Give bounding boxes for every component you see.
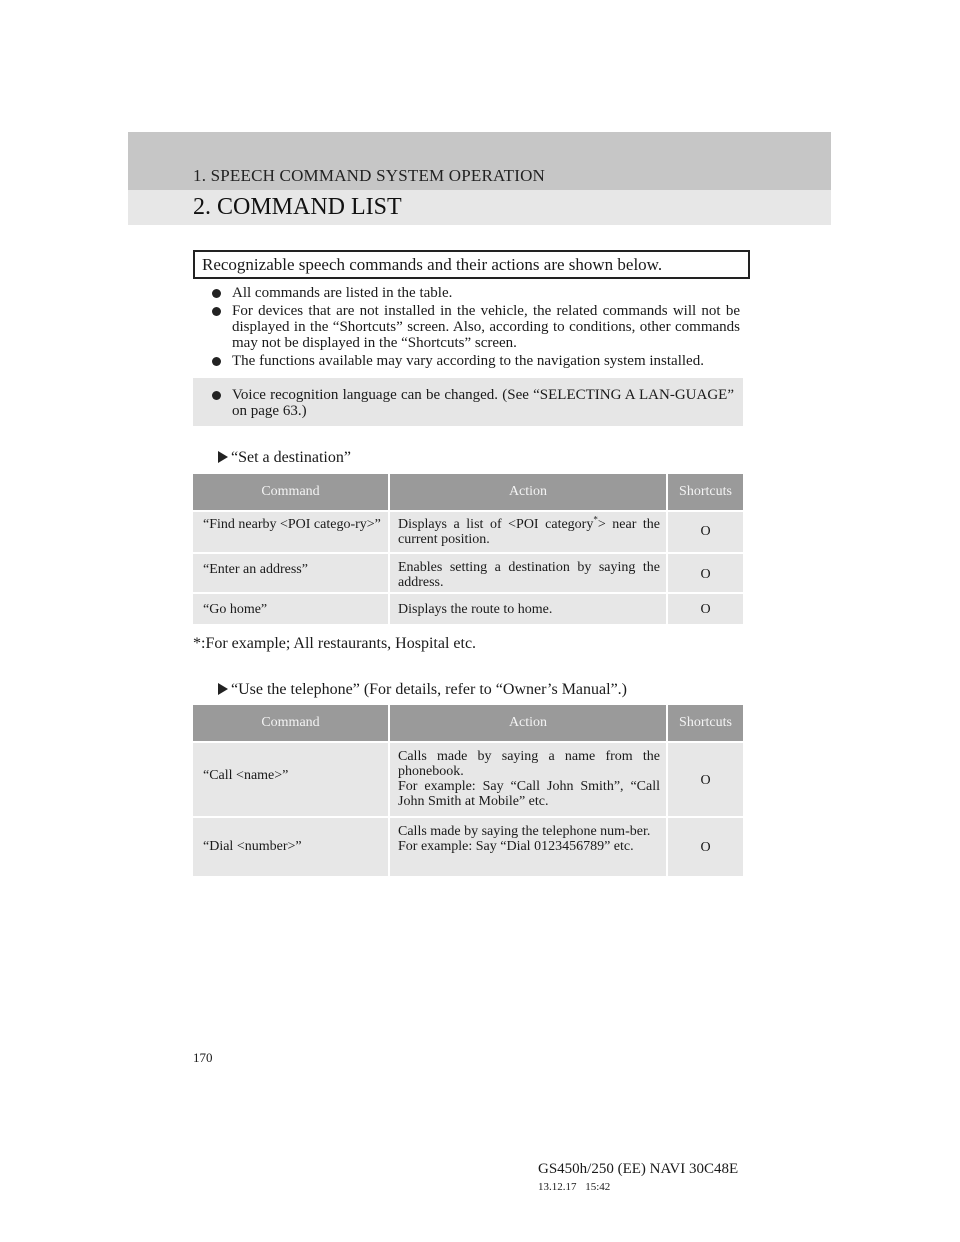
bullet-dot-icon [212,307,221,316]
document-code: GS450h/250 (EE) NAVI 30C48E [538,1161,739,1177]
action-cell: Displays the route to home. [398,602,553,617]
note-text: Voice recognition language can be changed. (See “SELECTING A LAN-GUAGE” on page 63.) [232,387,734,419]
table-row [193,510,743,552]
action-cell [398,824,660,854]
table-row [193,552,743,592]
table-row [193,741,743,816]
bullet-dot-icon [212,357,221,366]
action-line: For example: Say “Call John Smith”, “Call John Smith at Mobile” etc. [398,779,660,809]
arrow-right-icon [218,451,228,463]
table-row [193,592,743,624]
telephone-heading-text: “Use the telephone” (For details, refer to “Owner’s Manual”.) [231,681,627,698]
bullet-dot-icon [212,391,221,400]
action-line: Calls made by saying the telephone num-ber. [398,824,651,839]
bullet-item [212,353,740,369]
table-header [193,474,743,510]
column-shortcuts: Shortcuts [679,484,732,499]
destination-heading-text: “Set a destination” [231,449,351,466]
bullet-item [212,285,740,301]
command-cell: “Dial <number>” [203,839,302,854]
table-header [193,705,743,741]
action-cell: Displays a list of <POI category*> near the current position. [398,514,661,547]
shortcut-cell: O [700,840,711,855]
table-row [193,816,743,876]
column-action: Action [508,484,548,499]
bullet-text: For devices that are not installed in the vehicle, the related commands will not be displayed in the “Shortcuts” screen. Also, according to conditions, other commands may not be displayed in the “Shortcuts” screen. [232,303,740,351]
column-command: Command [261,715,320,730]
action-cell [398,749,660,809]
arrow-right-icon [218,683,228,695]
column-action: Action [508,715,548,730]
command-cell: “Enter an address” [203,562,308,577]
document-date: 13.12.17 15:42 [538,1181,611,1193]
bullet-text: The functions available may vary according to the navigation system installed. [232,353,704,369]
telephone-heading [218,681,627,699]
footnote: *:For example; All restaurants, Hospital etc. [193,635,477,652]
destination-table [193,474,743,624]
shortcut-cell: O [700,602,711,617]
intro-box: Recognizable speech commands and their actions are shown below. [193,250,750,279]
note-bullet [212,387,732,419]
command-cell: “Go home” [203,602,268,617]
shortcut-cell: O [700,773,711,788]
shortcut-cell: O [700,524,711,539]
page-number: 170 [193,1050,213,1065]
command-cell: “Call <name>” [203,768,289,783]
page-title: 2. COMMAND LIST [193,194,402,220]
action-line: Calls made by saying a name from the phonebook. [398,749,660,779]
column-shortcuts: Shortcuts [679,715,732,730]
column-command: Command [261,484,320,499]
bullet-text: All commands are listed in the table. [232,285,453,301]
bullet-item [212,303,740,351]
command-cell: “Find nearby <POI catego-ry>” [203,517,381,532]
telephone-table [193,705,743,876]
destination-heading [218,449,351,467]
section-title: 1. SPEECH COMMAND SYSTEM OPERATION [193,166,546,185]
note-box [193,378,743,426]
action-line: For example: Say “Dial 0123456789” etc. [398,839,634,854]
bullet-dot-icon [212,289,221,298]
action-cell: Enables setting a destination by saying the address. [398,560,660,590]
shortcut-cell: O [700,567,711,582]
